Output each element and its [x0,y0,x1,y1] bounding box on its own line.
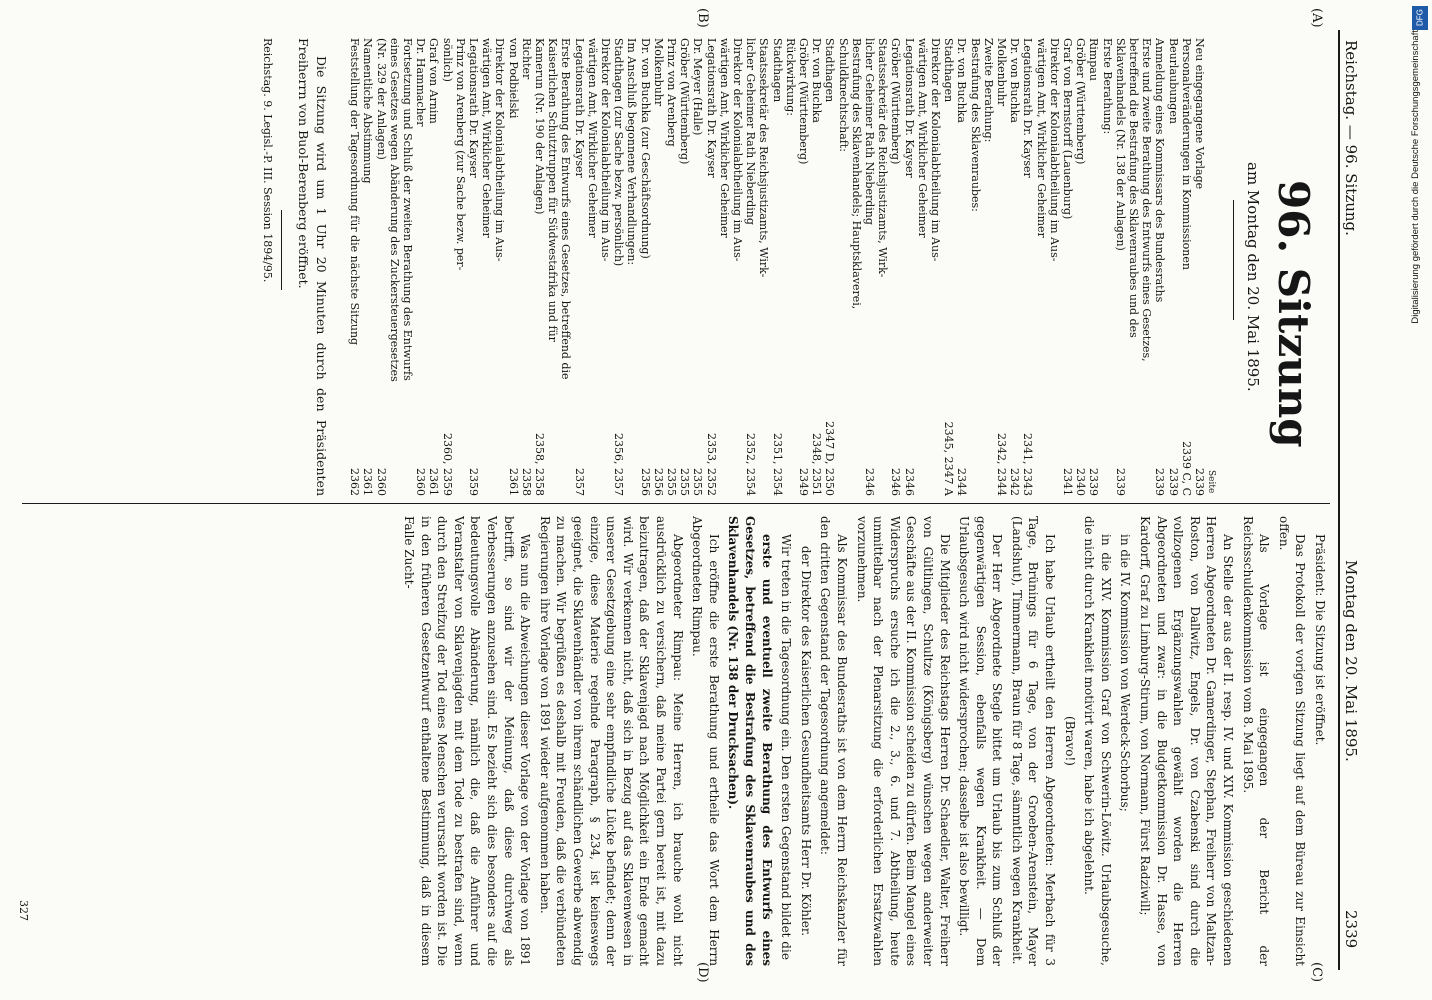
toc-entry-page: 2340 [1074,468,1088,496]
dfg-logo: DFG [1412,6,1428,30]
proceedings-paragraph: (Bravo!) [1062,716,1077,766]
toc-entry-page: 2356 [638,468,652,496]
toc-entry [1167,38,1180,496]
toc-entry-page: 2361 [427,468,441,496]
toc-entry-text: Anmeldung eines Kommissars des Bundesraths [1153,38,1167,303]
toc-entry-text: Dr. von Buchka [955,38,969,123]
toc-entry [1048,38,1061,496]
toc-entry-text: Legationsrath Dr. Kayser [704,38,718,178]
toc-entry [995,38,1008,496]
toc-entry-page: 2355 [678,468,692,496]
toc-entry-text: Sklavenhandels (Nr. 138 der Anlagen) [1113,38,1127,251]
toc-entry [361,38,374,496]
toc-entry [757,38,770,496]
toc-entry-page: 2341 [1061,468,1074,496]
toc-entry [797,38,810,496]
toc-entry-page: 2351, 2354 [770,433,784,496]
column-mark-d: (D) [695,962,710,983]
toc-entry-page: 2356 [651,468,665,496]
toc-entry-text: Dr. Meyer (Halle) [691,38,705,136]
toc-entry-page: 2344 [955,468,969,496]
toc-entry [599,38,612,496]
toc-entry [639,38,652,496]
toc-entry-text: Graf von Bernstorff (Lauenburg) [1061,38,1074,220]
proceedings-paragraph: der Direktor des Kaiserlichen Gesundheitsamts Herr Dr. Köhler. [798,545,813,937]
toc-entry [520,38,533,496]
toc-entry-page: 2345, 2347 A [942,421,956,496]
toc-entry-text: Legationsrath Dr. Kayser [1021,38,1035,178]
toc-entry-text: von Podbielski [506,38,520,119]
toc-entry [533,38,546,496]
header-rule [1339,30,1341,970]
toc-entry [1193,38,1206,496]
proceedings-paragraph: Abgeordneter Rimpau: Meine Herren, ich brauche wohl nicht ausdrücklich zu versichern, daß meine Partei gern bereit ist, mit dazu beizutragen, daß der Sklavenjagd nach Möglichkeit ein Ende gemacht wird. Wir verkennen nicht, daß sich in Bezug auf das Sklavenwesen in unserer Gesetzgebung eine sehr empfindliche Lücke befindet; denn der einzige, diese Materie regelnde Paragraph, § 234, ist keineswegs geeignet, die Sklavenhändler von ihrem schändlichen Gewerbe abwendig zu machen. Wir begrüßen es deshalb mit Freuden, daß die verbündeten Regierungen ihre Vorlage von 1891 wieder aufgenommen haben. [537,516,685,966]
toc-entry-text: wärtigen Amt, Wirklicher Geheimer [480,38,494,238]
toc-entry [744,38,757,496]
toc-entry-page: 2357 [572,468,586,496]
toc-entry-text: Gröber (Württemberg) [797,38,810,165]
toc-entry [969,38,982,496]
toc-entry-text: Direktor der Kolonialabtheilung im Aus- [493,38,507,262]
toc-entry-text: Personalveränderungen in Kommissionen [1179,38,1193,270]
toc-entry-page: 2362 [348,468,362,496]
opening-statement [291,38,330,496]
toc-entry-page: 2360, 2359 [440,433,454,496]
toc-entry-text: Legationsrath Dr. Kayser [902,38,916,178]
toc-entry-page: 2346 [863,468,876,496]
title-rule [1233,200,1234,320]
toc-entry [876,38,889,496]
session-subtitle: am Montag den 20. Mai 1895. [1244,162,1262,392]
toc-entry [1140,38,1153,496]
toc-entry-page: 2360 [374,468,388,496]
toc-entry-page: 2356, 2357 [612,433,626,496]
opening-text: Die Sitzung wird um 1 Uhr 20 Minuten durch den Präsidenten Freiherrn von Buol-Berenberg eröffnet. [296,38,329,496]
toc-entry-text: Gröber (Württemberg) [1074,38,1088,165]
opening-rule [281,210,282,290]
toc-entry [401,38,414,496]
header-right: Montag den 20. Mai 1895. [1342,560,1360,762]
toc-entry-text: Legationsrath Dr. Kayser [467,38,480,178]
toc-entry-text: Erste Berathung des Entwurfs eines Gesetzes, betreffend die [559,38,573,380]
footer-left: Reichstag. 9. Legisl.-P. III. Session 1894/95. [261,38,274,283]
toc-entry-text: sönlich) [440,38,454,82]
proceedings-paragraph: Ich eröffne die erste Berathung und ertheile das Wort dem Herrn Abgeordneten Rimpau. [690,516,721,966]
toc-entry-text: Erste und zweite Berathung des Entwurfs eines Gesetzes, [1140,38,1154,362]
proceedings-paragraph: in die XIV. Kommission Graf von Schwerin-Löwitz. Urlaubsgesuche, die nicht durch Krankheit motivirt waren, habe ich abgelehnt. [1082,516,1113,966]
proceedings-paragraph: Die Mitglieder des Reichstags Herren Dr. Schaedler, Walter, Freiherr von Gültlingen, Schultze (Königsberg) wünschen wegen anderweiter Geschäfte aus der II. Kommission scheiden zu dürfen. Beim Mangel eines Widerspruchs ersuche ich die 2., 3., 6. und 7. Abtheilung, heute unmittelbar nach der Plenarsitzung die erforderlichen Ersatzwahlen vorzunehmen. [854,516,952,966]
toc-entry-page: 2361 [506,468,520,496]
toc-entry-text: licher Geheimer Rath Nieberding [744,38,758,225]
toc-entry [1074,38,1087,496]
toc-entry-text: Stadthagen [823,38,837,103]
toc-entry-page: 2352, 2354 [744,433,758,496]
toc-entry-page: 2349 [797,468,810,496]
toc-entry [784,38,797,496]
toc-entry-page: 2339 [1153,468,1167,496]
toc-entry [546,38,559,496]
toc-entry [731,38,744,496]
toc-entry-page: 2341, 2343 [1021,433,1035,496]
toc-entry-text: Direktor der Kolonialabtheilung im Aus- [599,38,612,262]
proceedings-paragraph: Präsident: Die Sitzung ist eröffnet. [1313,534,1327,746]
toc-entry-page: 2348, 2351 [810,433,824,496]
toc-entry-text: Erste Berathung: [1100,38,1114,135]
toc-entry-text: Fortsetzung und Schluß der zweiten Berathung des Entwurfs [401,38,414,381]
toc-entry [678,38,691,496]
toc-entry-page: 2347 D, 2350 [823,421,837,496]
column-mark-c: (C) [1309,962,1324,983]
toc-entry-page: 2339 [1166,468,1180,496]
toc-entry-page: 2353, 2352 [704,433,718,496]
toc-entry [705,38,718,496]
toc-entry-text: Beurlaubungen [1166,38,1180,124]
toc-entry-text: Gröber (Württemberg) [678,38,692,165]
toc-entry [837,38,850,496]
toc-entry [942,38,955,496]
toc-entry-text: Prinz von Arenberg [665,38,678,147]
toc-entry-text: betreffend die Bestrafung des Sklavenraubes und des [1127,38,1140,338]
proceedings-paragraph: Was nun die Abweichungen dieser Vorlage von der Vorlage von 1891 betrifft, so sind wir der Meinung, daß diese durchweg als Verbesserungen anzusehen sind. Es bezieht sich dies besonders auf die bedeutungsvolle Abänderung, nämlich die, daß die Anführer und Veranstalter von Sklavenjagden mit dem Tode zu bestrafen sind, wenn durch den Streifzug der Tod eines Menschen verursacht worden ist. Die in den früheren Gesetzentwurf enthaltene Bestimmung, daß in diesem Falle Zucht- [402,516,533,966]
toc-entry [771,38,784,496]
toc-entry [863,38,876,496]
toc-entry-page: 2361 [361,468,375,496]
toc-entry-text: (Nr. 329 der Anlagen) [374,38,388,160]
toc-entry-text: Graf von Arnim [427,38,441,124]
toc-entry-text: Kamerun (Nr. 190 der Anlagen) [533,38,546,215]
proceedings-paragraph: Das Protokoll der vorigen Sitzung liegt auf dem Büreau zur Einsicht offen. [1276,516,1308,966]
toc-entry-text: Direktor der Kolonialabtheilung im Aus- [929,38,942,262]
toc-entry-text: wärtigen Amt, Wirklicher Geheimer [1034,38,1048,238]
toc-entry-text: Prinz von Arenberg (zur Sache bezw. per- [453,38,467,271]
toc-entry [480,38,493,496]
page-number: 2339 [1342,910,1360,949]
column-divider [22,503,1330,504]
toc-entry-page: 2355 [691,468,705,496]
toc-entry [441,38,454,496]
toc-entry [903,38,916,496]
toc-entry-text: Im Anschluß begonnene Verhandlungen: [625,38,639,266]
toc-entry-page: 2339 [1113,468,1127,496]
toc-entry [823,38,836,496]
proceedings-column [28,516,1328,966]
toc-entry [1061,38,1074,496]
toc-entry [1087,38,1100,496]
toc-entry [929,38,942,496]
proceedings-paragraph: Als Vorlage ist eingegangen der Bericht der Reichsschuldenkommission vom 8. Mai 1895. [1240,516,1272,966]
toc-entry [1153,38,1166,496]
toc-entry-page: 2339 C, C [1179,441,1193,496]
proceedings-paragraph: Ich habe Urlaub ertheilt den Herren Abgeordneten: Merbach für 3 Tage, Brünings für 6 Tage, von der Groeben-Arenstein, Mayer (Landshut), Timmermann, Braun für 8 Tage, sämmtlich wegen Krankheit. [1009,516,1058,966]
toc-entry-text: wärtigen Amt, Wirklicher Geheimer [915,38,929,238]
toc-entry-text: Stadthagen [942,38,956,103]
toc-entry-text: Rückwirkung: [783,38,797,116]
toc-entry-text: Bestrafung des Sklavenraubes: [968,38,982,212]
proceedings-paragraph: Wir treten in die Tagesordnung ein. Den ersten Gegenstand bildet die [779,534,794,960]
toc-entry-text: Kaiserlichen Schutztruppen für Südwestafrika und für [546,38,560,342]
toc-entry-page: 2355 [665,468,678,496]
toc-entry-text: wärtigen Amt, Wirklicher Geheimer [717,38,731,238]
toc-entry [493,38,506,496]
toc-entry-text: licher Geheimer Rath Nieberding [863,38,876,225]
proceedings-paragraph: An Stelle der aus der II. resp. IV. und XIV. Kommission geschiedenen Herren Abgeordneten Dr. Gamerdinger, Stephan, Freiherr von Maltzan-Roston, von Dallwitz, Engels, Dr. von Czabenski sind durch die vollzogenen Ergänzungswahlen gewählt worden die Herren Abgeordneten und zwar: in die Budgetkommission Dr. Hasse, von Kardorff, Graf zu Limburg-Stirum, von Normann, Fürst Radziwill; [1138,516,1236,966]
toc-entry [982,38,995,496]
toc-entry-text: Dr. von Buchka (zur Geschäftsordnung) [638,38,652,259]
toc-entry [507,38,520,496]
toc-entry-text: Staatssekretär des Reichsjustizamts, Wirk- [876,38,890,278]
toc-entry [388,38,401,496]
toc-entry [718,38,731,496]
toc-entry [375,38,388,496]
toc-entry [467,38,480,496]
toc-entry [559,38,572,496]
toc-entry-text: Zweite Berathung: [981,38,995,143]
toc-entry-text: Schuldknechtschaft: [836,38,850,152]
toc-entry [625,38,638,496]
toc-entry-text: Gröber (Württemberg) [889,38,903,165]
toc-entry [1114,38,1127,496]
toc-entry-text: Richter [519,38,533,80]
toc-page-header: Seite [1206,470,1216,494]
header-left: Reichstag. — 96. Sitzung. [1342,40,1360,236]
toc-entry-text: Neu eingegangene Vorlage [1193,38,1206,190]
toc-entry-text: Molkenbuhr [995,38,1008,107]
toc-entry [1101,38,1114,496]
toc-entry-text: Staatssekretär des Reichsjustizamts, Wirk- [757,38,771,278]
toc-entry [1021,38,1034,496]
toc-entry-text: Direktor der Kolonialabtheilung im Aus- [1047,38,1061,262]
proceedings-paragraph: Als Kommissar des Bundesraths ist von dem Herrn Reichskanzler für den dritten Gegenstand der Tagesordnung angemeldet: [818,516,849,966]
column-mark-b: (B) [695,8,710,28]
toc-entry [850,38,863,496]
proceedings-paragraph: erste und eventuell zweite Berathung des Entwurfs eines Gesetzes, betreffend die Bestrafung des Sklavenraubes und des Sklavenhandels (Nr. 138 der Drucksachen). [726,516,774,966]
toc-entry [916,38,929,496]
toc-entry [1127,38,1140,496]
toc-entry-page: 2346 [889,468,903,496]
toc-entry [454,38,467,496]
toc-entry [414,38,427,496]
toc-entry-page: 2358, 2358 [533,433,546,496]
toc-entry [889,38,902,496]
column-mark-a: (A) [1309,8,1324,28]
toc-entry [955,38,968,496]
toc-entry-page: 2359 [467,468,480,496]
toc-entry-page: 2339 [1193,468,1206,496]
toc-entry-text: Direktor der Kolonialabtheilung im Aus- [731,38,744,262]
toc-entry [691,38,704,496]
toc-entry [652,38,665,496]
toc-entry [1180,38,1193,496]
toc-entry-text: Dr. von Buchka [1008,38,1022,123]
toc-entry-text: Molkenbuhr [651,38,665,107]
proceedings-paragraph: Der Herr Abgeordnete Stegle bittet um Urlaub bis zum Schluß der gegenwärtigen Session, ebenfalls wegen Krankheit. — Dem Urlaubsgesuch wird nicht widersprochen; dasselbe ist also bewilligt. [957,516,1005,966]
toc-entry [348,38,361,496]
toc-entry-text: Dr. Hammacher [414,38,428,127]
toc-entry-text: Feststellung der Tagesordnung für die nächste Sitzung [348,38,362,346]
proceedings-paragraph: in die IV. Kommission von Werdeck-Schorbus; [1118,534,1133,812]
toc-entry-text: Stadthagen [770,38,784,103]
toc-entry [810,38,823,496]
toc-entry-page: 2339 [1087,468,1101,496]
toc-entry-text: eines Gesetzes wegen Abänderung des Zuckersteuergesetzes [387,38,401,382]
session-title: 96. Sitzung [1269,180,1318,448]
toc-entry-page: 2358 [519,468,533,496]
toc-entry-text: Stadthagen (zur Sache bezw. persönlich) [612,38,626,267]
toc-entry [612,38,625,496]
toc-entry-page: 2346 [902,468,916,496]
toc-entry-page: 2342 [1008,468,1022,496]
toc-entry-text: Bestrafung des Sklavenhandels; Hauptsklaverei, [849,38,863,310]
toc-entry [1008,38,1021,496]
toc-entry-text: Namentliche Abstimmung [361,38,375,184]
toc-entry-text: Rimpau [1087,38,1101,81]
toc-entry [573,38,586,496]
toc-entry [427,38,440,496]
toc-entry [665,38,678,496]
toc-entry [1035,38,1048,496]
digitization-credit: Digitalisierung gefördert durch die Deutsche Forschungsgemeinschaft [1410,30,1421,324]
toc-entry [586,38,599,496]
toc-entry-text: Dr. von Buchka [810,38,824,123]
toc-entry-text: wärtigen Amt, Wirklicher Geheimer [585,38,599,238]
toc-entry-page: 2360 [414,468,428,496]
toc-entry-text: Legationsrath Dr. Kayser [572,38,586,178]
footer-right: 327 [17,900,30,921]
toc-entry-page: 2342, 2344 [995,433,1008,496]
